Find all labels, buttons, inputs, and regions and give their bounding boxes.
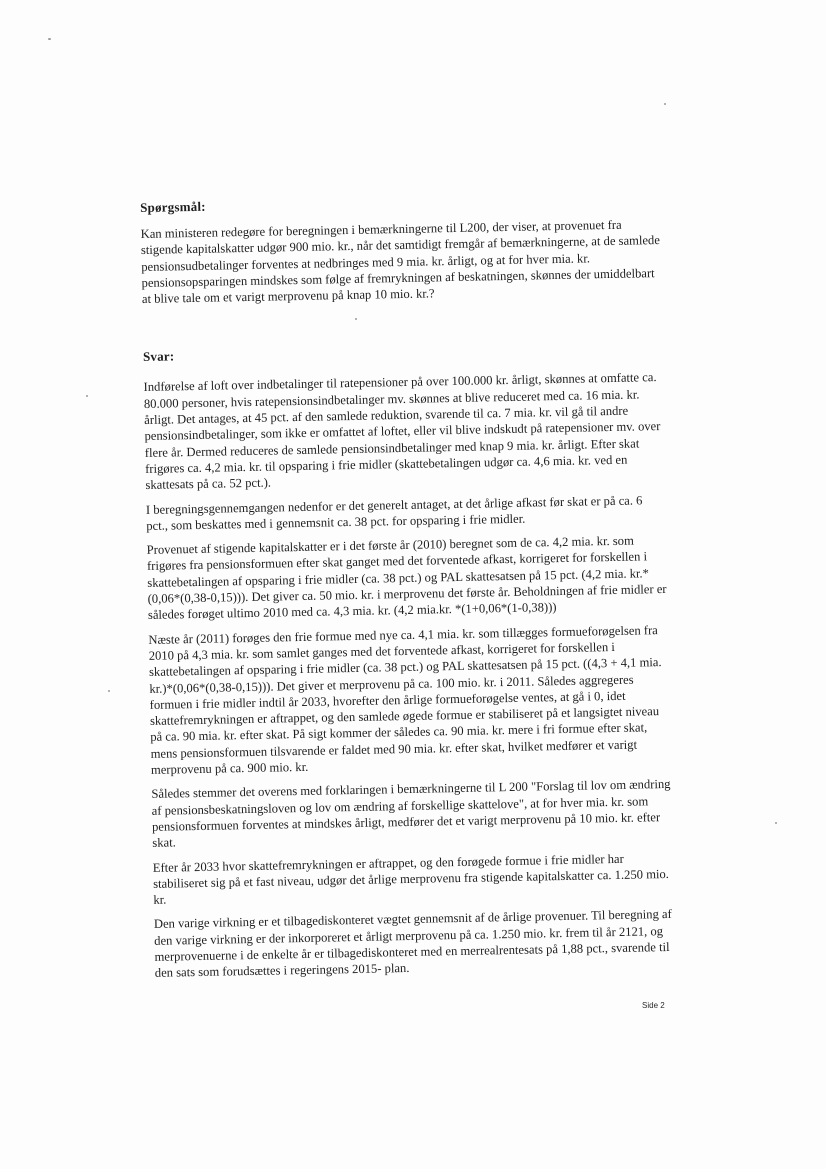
answer-paragraph: Således stemmer det overens med forklaringen i bemærkningerne til L 200 "Forslag til lov om ændring af pensionsbeskatningsloven og lov om ændring af forskellige skattelove", at for hver mia. kr. som pensionsformuen forventes at mindskes årligt, medfører det et varigt merprovenu på 10 mio. kr. efter skat.	[151, 777, 671, 851]
scan-speck	[48, 38, 51, 40]
scan-speck	[86, 395, 88, 397]
question-text: Kan ministeren redegøre for beregningen i bemærkningerne til L200, der viser, at provenuet fra stigende kapitalskatter udgør 900 mio. kr., når det samtidigt fremgår af bemærkningerne, at de samlede pensionsudbetalinger forventes at nedbringes med 9 mia. kr. årligt, og at for hver mia. kr. pensionsopsparingen mindskes som følge af fremrykningen af beskatningen, skønnes der umiddelbart at blive tale om et varigt merprovenu på knap 10 mio. kr.?	[140, 217, 661, 307]
answer-paragraph: Indførelse af loft over indbetalinger til ratepensioner på over 100.000 kr. årligt, skønnes at omfatte ca. 80.000 personer, hvis ratepensionsindbetalinger mv. skønnes at blive reduceret med ca. 16 mia. kr. årligt. Det antages, at 45 pct. af den samlede reduktion, svarende til ca. 7 mia. kr. vil gå til andre pensionsindbetalinger, som ikke er omfattet af loftet, eller vil blive indskudt på ratepensioner mv. over flere år. Dermed reduceres de samlede pensionsindbetalinger med knap 9 mia. kr. årligt. Efter skat frigøres ca. 4,2 mia. kr. til opsparing i frie midler (skattebetalingen udgør ca. 4,6 mia. kr. ved en skattesats på ca. 52 pct.).	[143, 370, 661, 493]
scan-speck	[775, 822, 777, 824]
question-heading: Spørgsmål:	[140, 198, 206, 215]
scan-speck	[664, 103, 666, 105]
page-number: Side 2	[642, 1001, 665, 1010]
answer-paragraph: Provenuet af stigende kapitalskatter er i det første år (2010) beregnet som de ca. 4,2 mia. kr. som frigøres fra pensionsformuen efter skat ganget med det forventede afkast, korrigeret for forskellen i skattebetalingen af opsparing i frie midler (ca. 38 pct.) og PAL skattesatsen på 15 pct. (4,2 mia. kr.*(0,06*(0,38-0,15))). Det giver ca. 50 mio. kr. i merprovenu det første år. Beholdningen af frie midler er således forøget ultimo 2010 med ca. 4,3 mia. kr. (4,2 mia.kr. *(1+0,06*(1-0,38)))	[146, 533, 667, 623]
scan-speck	[108, 690, 110, 692]
answer-paragraph: Efter år 2033 hvor skattefremrykningen er aftrappet, og den forøgede formue i frie midler har stabiliseret sig på et fast niveau, udgør det årlige merprovenu fra stigende kapitalskatter ca. 1.250 mio. kr.	[152, 851, 669, 907]
answer-paragraph: Næste år (2011) forøges den frie formue med nye ca. 4,1 mia. kr. som tillægges formueforøgelsen fra 2010 på 4,3 mia. kr. som samlet ganges med det forventede afkast, korrigeret for forskellen i skattebetalingen af opsparing i frie midler (ca. 38 pct.) og PAL skattesatsen på 15 pct. ((4,3 + 4,1 mia. kr.)*(0,06*(0,38-0,15))). Det giver et merprovenu på ca. 100 mio. kr. i 2011. Således aggregeres formuen i frie midler indtil år 2033, hvorefter den årlige formueforøgelse ventes, at gå i 0, idet skattefremrykningen er aftrappet, og den samlede øgede formue er stabiliseret på et langsigtet niveau på ca. 90 mia. kr. efter skat. På sigt kommer der således ca. 90 mia. kr. mere i fri formue efter skat, mens pensionsformuen tilsvarende er faldet med 90 mia. kr. efter skat, hvilket medfører et varigt merprovenu på ca. 900 mio. kr.	[148, 622, 662, 777]
answer-heading: Svar:	[142, 348, 175, 365]
answer-paragraph: I beregningsgennemgangen nedenfor er det generelt antaget, at det årlige afkast før skat er på ca. 6 pct., som beskattes med i gennemsnit ca. 38 pct. for opsparing i frie midler.	[145, 492, 643, 533]
answer-paragraph: Den varige virkning er et tilbagediskonteret vægtet gennemsnit af de årlige provenuer. Til beregning af den varige virkning er der inkorporeret et årligt merprovenu på ca. 1.250 mio. kr. frem til år 2121, og merprovenuerne i de enkelte år er tilbagediskonteret med en merrealrentesats på 1,88 pct., svarende til den sats som forudsættes i regeringens 2015- plan.	[153, 907, 672, 981]
document-body	[140, 190, 675, 989]
